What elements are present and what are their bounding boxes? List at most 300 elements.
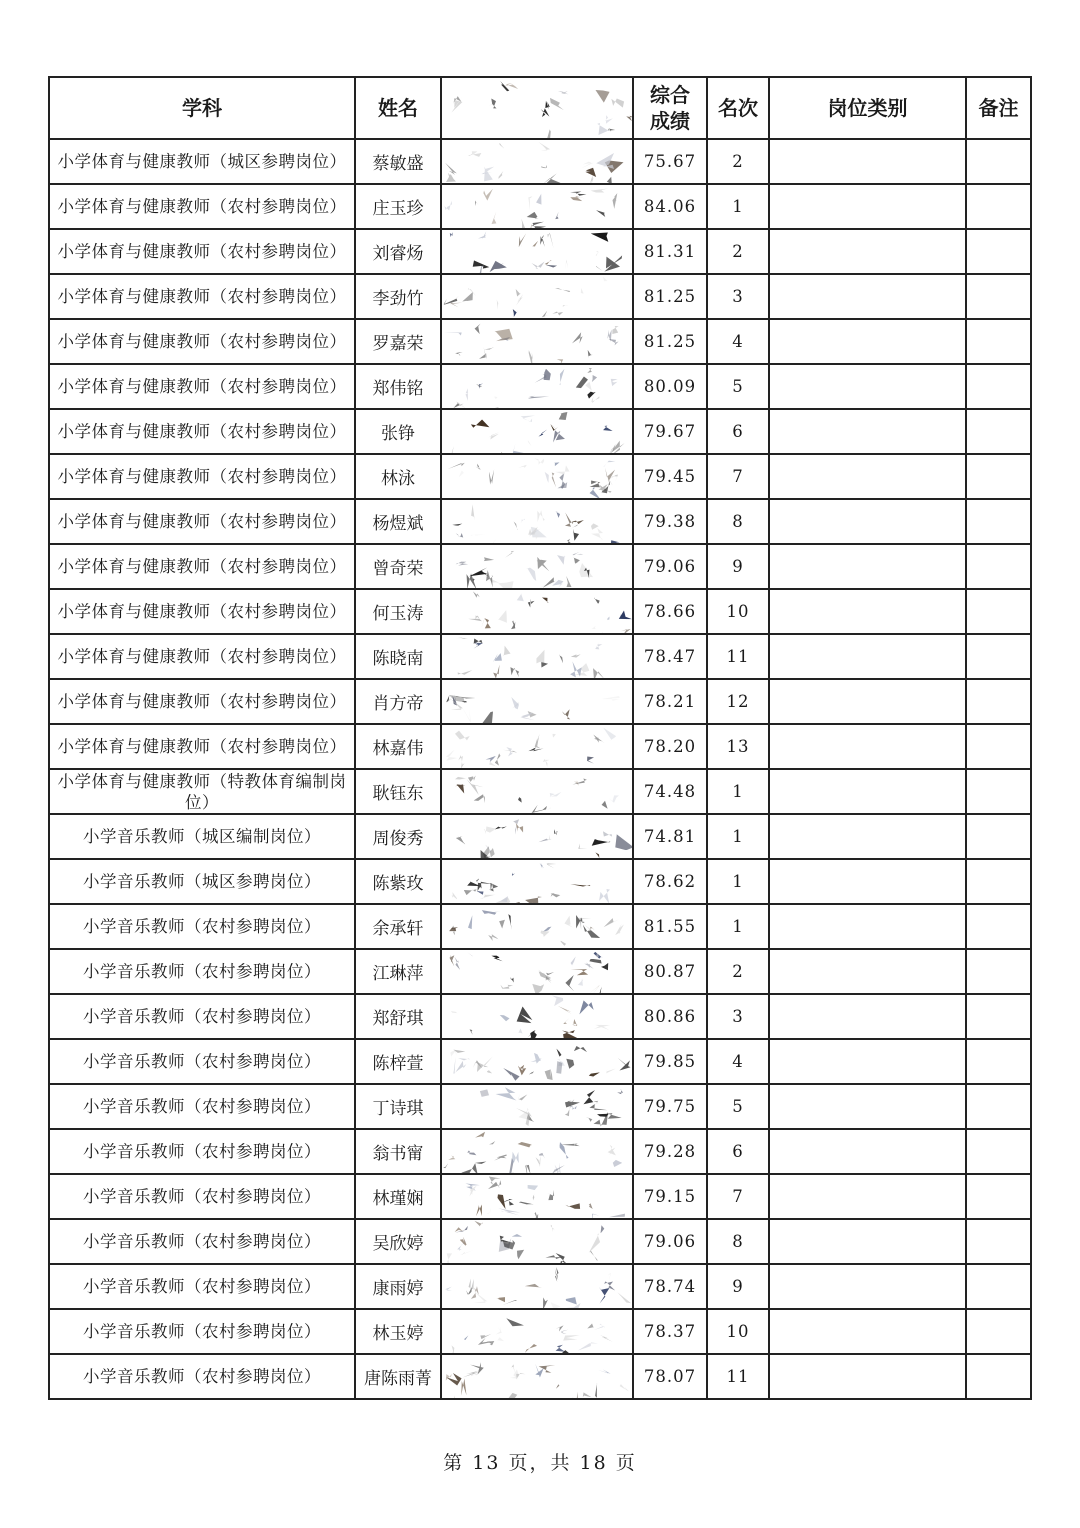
row-remarks <box>966 1309 1031 1354</box>
redaction-blob <box>523 434 541 449</box>
redaction-blob <box>498 439 513 454</box>
redaction-blob <box>517 1142 533 1148</box>
redaction-blob <box>593 1095 599 1107</box>
row-remarks <box>966 859 1031 904</box>
redaction-blob <box>549 790 563 797</box>
redaction-blob <box>596 1283 619 1304</box>
redaction-blob <box>610 532 622 544</box>
redaction-blob <box>475 460 484 471</box>
redaction-blob <box>602 255 626 272</box>
row-subject: 小学体育与健康教师（城区参聘岗位） <box>49 139 355 184</box>
redaction-blob <box>551 1320 568 1332</box>
redaction-blob <box>587 1202 603 1209</box>
redaction-blob <box>567 551 588 559</box>
row-post-type <box>769 994 966 1039</box>
row-subject: 小学体育与健康教师（农村参聘岗位） <box>49 409 355 454</box>
redaction-blob <box>599 695 622 703</box>
redaction-blob <box>606 1113 623 1124</box>
row-post-type <box>769 499 966 544</box>
redacted-cell <box>441 409 633 454</box>
redaction-blob <box>484 1202 491 1219</box>
table-row <box>49 274 1031 319</box>
redaction-blob <box>587 367 594 375</box>
redaction-blob <box>474 323 482 335</box>
redaction-blob <box>482 430 501 448</box>
row-post-type <box>769 769 966 814</box>
row-subject: 小学体育与健康教师（农村参聘岗位） <box>49 364 355 409</box>
redaction-blob <box>508 896 520 904</box>
redaction-blob <box>560 709 572 724</box>
redaction-blob <box>553 430 565 446</box>
redaction-blob <box>532 192 547 207</box>
table-row <box>49 1264 1031 1309</box>
row-name: 刘睿炀 <box>355 229 441 274</box>
row-score: 79.67 <box>633 409 707 454</box>
redaction-blob <box>589 1101 610 1111</box>
row-score: 79.28 <box>633 1129 707 1174</box>
row-score: 79.75 <box>633 1084 707 1129</box>
redacted-cell <box>441 1354 633 1399</box>
header-score-line2: 成绩 <box>650 109 690 133</box>
redacted-cell <box>441 1039 633 1084</box>
redaction-blob <box>477 894 499 900</box>
row-post-type <box>769 589 966 634</box>
redaction-blob <box>518 518 525 523</box>
redaction-blob <box>512 305 526 317</box>
row-score: 81.31 <box>633 229 707 274</box>
redaction-blob <box>614 1055 633 1071</box>
row-score: 79.06 <box>633 544 707 589</box>
row-score: 78.21 <box>633 679 707 724</box>
redaction-blob <box>445 1284 452 1294</box>
row-post-type <box>769 364 966 409</box>
redaction-blob <box>491 952 507 971</box>
redaction-blob <box>470 638 484 651</box>
redaction-blob <box>547 1160 565 1174</box>
redaction-blob <box>451 1226 474 1234</box>
table-row <box>49 1039 1031 1084</box>
redaction-blob <box>595 642 603 652</box>
row-post-type <box>769 1219 966 1264</box>
redaction-blob <box>475 344 488 360</box>
row-rank: 6 <box>707 1129 769 1174</box>
row-rank: 7 <box>707 454 769 499</box>
row-post-type <box>769 949 966 994</box>
redaction-blob <box>616 1376 633 1393</box>
redaction-blob <box>605 791 621 803</box>
redaction-blob <box>496 299 502 311</box>
redaction-blob <box>457 1250 475 1255</box>
redaction-blob <box>600 466 618 486</box>
redaction-blob <box>501 643 512 656</box>
redaction-blob <box>601 460 616 467</box>
row-subject: 小学音乐教师（农村参聘岗位） <box>49 1219 355 1264</box>
row-rank: 8 <box>707 1219 769 1264</box>
row-post-type <box>769 814 966 859</box>
row-score: 78.20 <box>633 724 707 769</box>
redaction-blob <box>471 1279 480 1300</box>
redaction-blob <box>465 614 482 631</box>
redaction-blob <box>497 607 509 625</box>
redaction-blob <box>533 1155 545 1167</box>
redaction-blob <box>454 1391 461 1399</box>
redaction-blob <box>511 821 529 836</box>
redaction-blob <box>597 1323 614 1344</box>
redaction-blob <box>502 977 524 986</box>
redaction-blob <box>526 1185 540 1191</box>
redaction-blob <box>550 883 572 900</box>
redaction-blob <box>599 800 615 810</box>
redaction-blob <box>462 952 480 958</box>
row-score: 74.81 <box>633 814 707 859</box>
redaction-blob <box>516 231 533 250</box>
redaction-blob <box>491 536 505 544</box>
redaction-blob <box>566 776 588 794</box>
redaction-blob <box>608 374 620 387</box>
redacted-cell <box>441 184 633 229</box>
redaction-blob <box>511 870 518 880</box>
redaction-blob <box>530 1208 542 1219</box>
redaction-blob <box>451 97 473 114</box>
row-post-type <box>769 274 966 319</box>
redaction-blob <box>592 1322 605 1331</box>
redaction-blob <box>495 1325 503 1335</box>
redaction-blob <box>547 1188 559 1206</box>
row-remarks <box>966 1174 1031 1219</box>
redaction-blob <box>451 892 457 902</box>
redaction-blob <box>539 575 557 589</box>
redaction-blob <box>537 863 556 870</box>
row-remarks <box>966 184 1031 229</box>
table-row <box>49 634 1031 679</box>
row-name: 杨煜斌 <box>355 499 441 544</box>
redaction-blob <box>456 1053 477 1061</box>
row-rank: 5 <box>707 1084 769 1129</box>
row-post-type <box>769 229 966 274</box>
row-post-type <box>769 139 966 184</box>
redaction-blob <box>456 835 468 846</box>
redaction-blob <box>605 1067 616 1074</box>
row-subject: 小学体育与健康教师（农村参聘岗位） <box>49 319 355 364</box>
redaction-blob <box>552 1048 562 1060</box>
redacted-cell <box>441 544 633 589</box>
redaction-blob <box>507 913 516 932</box>
redacted-cell <box>441 949 633 994</box>
header-remarks: 备注 <box>966 77 1031 139</box>
row-post-type <box>769 634 966 679</box>
redaction-blob <box>559 366 566 385</box>
redaction-blob <box>611 1156 622 1172</box>
table-row <box>49 499 1031 544</box>
table-row <box>49 859 1031 904</box>
redaction-blob <box>586 847 599 859</box>
redaction-blob <box>487 1070 498 1075</box>
row-remarks <box>966 229 1031 274</box>
row-score: 79.85 <box>633 1039 707 1084</box>
redacted-cell <box>441 679 633 724</box>
redaction-blob <box>514 593 524 602</box>
row-post-type <box>769 679 966 724</box>
redacted-cell <box>441 319 633 364</box>
redaction-blob <box>471 1145 490 1165</box>
redaction-blob <box>546 1299 565 1309</box>
row-post-type <box>769 859 966 904</box>
redaction-blob <box>588 526 605 544</box>
row-rank: 13 <box>707 724 769 769</box>
redaction-blob <box>451 511 468 529</box>
redaction-blob <box>488 260 510 274</box>
table-row <box>49 904 1031 949</box>
table-row <box>49 1219 1031 1264</box>
row-name: 曾奇荣 <box>355 544 441 589</box>
redaction-blob <box>593 1024 612 1032</box>
row-post-type <box>769 409 966 454</box>
redaction-blob <box>467 591 481 599</box>
redacted-cell <box>441 1264 633 1309</box>
row-subject: 小学音乐教师（农村参聘岗位） <box>49 1129 355 1174</box>
redaction-blob <box>525 1028 539 1039</box>
redaction-blob <box>495 1085 517 1101</box>
redaction-blob <box>534 99 550 118</box>
redaction-blob <box>588 1070 606 1084</box>
redacted-cell <box>441 769 633 814</box>
row-name: 蔡敏盛 <box>355 139 441 184</box>
table-row <box>49 949 1031 994</box>
redaction-blob <box>572 527 585 543</box>
row-score: 79.15 <box>633 1174 707 1219</box>
redaction-blob <box>442 332 463 338</box>
redacted-cell <box>441 1084 633 1129</box>
row-name: 唐陈雨菁 <box>355 1354 441 1399</box>
table-row <box>49 364 1031 409</box>
row-score: 79.45 <box>633 454 707 499</box>
header-score-line1: 综合 <box>650 83 690 107</box>
row-score: 80.09 <box>633 364 707 409</box>
redaction-blob <box>586 348 593 360</box>
row-post-type <box>769 904 966 949</box>
table-row <box>49 184 1031 229</box>
redaction-blob <box>551 1005 572 1020</box>
redaction-blob <box>592 734 605 745</box>
results-table <box>48 76 1032 1400</box>
redaction-blob <box>532 429 555 438</box>
redaction-blob <box>487 1180 503 1190</box>
redaction-blob <box>603 175 613 184</box>
redaction-blob <box>609 621 631 634</box>
redaction-blob <box>586 478 601 487</box>
redaction-blob <box>596 265 603 271</box>
redaction-blob <box>555 411 570 423</box>
redaction-blob <box>489 467 498 486</box>
redaction-blob <box>520 711 535 721</box>
row-rank: 2 <box>707 949 769 994</box>
redaction-blob <box>571 778 587 785</box>
redacted-cell <box>441 904 633 949</box>
redaction-blob <box>536 142 557 157</box>
table-row <box>49 544 1031 589</box>
redaction-blob <box>470 411 492 432</box>
redaction-blob <box>548 832 559 843</box>
redaction-blob <box>443 1162 452 1169</box>
row-subject: 小学音乐教师（农村参聘岗位） <box>49 904 355 949</box>
redaction-blob <box>554 211 563 221</box>
redaction-blob <box>608 1211 626 1219</box>
row-name: 肖方帝 <box>355 679 441 724</box>
redaction-blob <box>564 1058 576 1075</box>
redaction-blob <box>443 163 458 175</box>
redaction-blob <box>569 956 578 971</box>
row-remarks <box>966 1129 1031 1174</box>
row-name: 林嘉伟 <box>355 724 441 769</box>
redaction-blob <box>524 896 546 904</box>
redaction-blob <box>602 420 618 431</box>
redaction-blob <box>474 1220 485 1227</box>
row-rank: 3 <box>707 274 769 319</box>
redaction-blob <box>593 888 613 904</box>
redaction-blob <box>493 1154 507 1161</box>
redaction-blob <box>590 1208 602 1219</box>
redaction-blob <box>499 1255 517 1264</box>
row-remarks <box>966 949 1031 994</box>
redaction-blob <box>586 926 597 932</box>
redaction-blob <box>453 783 466 794</box>
redaction-blob <box>455 561 472 567</box>
header-name: 姓名 <box>355 77 441 139</box>
redaction-blob <box>498 980 518 991</box>
row-rank: 6 <box>707 409 769 454</box>
row-rank: 1 <box>707 184 769 229</box>
row-score: 79.06 <box>633 1219 707 1264</box>
page-footer: 第 13 页，共 18 页 <box>443 1452 637 1474</box>
redaction-blob <box>592 116 615 136</box>
table-row <box>49 814 1031 859</box>
redaction-blob <box>592 249 599 257</box>
redaction-blob <box>564 258 583 272</box>
redaction-blob <box>570 195 588 202</box>
row-score: 81.55 <box>633 904 707 949</box>
table-row <box>49 229 1031 274</box>
redaction-blob <box>565 535 572 544</box>
redaction-blob <box>584 962 598 970</box>
redaction-blob <box>491 209 498 227</box>
redaction-blob <box>509 1158 524 1174</box>
redaction-blob <box>605 1144 617 1156</box>
redaction-blob <box>454 1226 464 1234</box>
redaction-blob <box>530 1053 546 1064</box>
redaction-blob <box>615 919 633 938</box>
redaction-blob <box>469 504 480 521</box>
redaction-blob <box>513 1004 537 1024</box>
row-rank: 8 <box>707 499 769 544</box>
row-name: 林玉婷 <box>355 1309 441 1354</box>
redaction-blob <box>555 288 571 294</box>
redaction-blob <box>555 463 572 480</box>
redaction-blob <box>466 1060 483 1071</box>
row-subject: 小学音乐教师（农村参聘岗位） <box>49 1354 355 1399</box>
table-row <box>49 769 1031 814</box>
row-name: 林泳 <box>355 454 441 499</box>
row-remarks <box>966 589 1031 634</box>
redaction-blob <box>449 444 473 454</box>
redaction-blob <box>469 1362 484 1376</box>
redaction-blob <box>544 458 566 468</box>
redaction-blob <box>446 924 459 935</box>
row-post-type <box>769 1039 966 1084</box>
row-remarks <box>966 1264 1031 1309</box>
redaction-blob <box>558 472 566 492</box>
redaction-blob <box>543 369 551 381</box>
redaction-blob <box>525 212 539 220</box>
redaction-blob <box>566 574 572 589</box>
row-name: 林瑾娴 <box>355 1174 441 1219</box>
redaction-blob <box>603 607 613 620</box>
redaction-blob <box>536 647 549 664</box>
redaction-blob <box>525 1282 544 1288</box>
row-post-type <box>769 1084 966 1129</box>
row-subject: 小学音乐教师（农村参聘岗位） <box>49 1039 355 1084</box>
redaction-blob <box>539 304 551 317</box>
row-score: 80.86 <box>633 994 707 1039</box>
redaction-blob <box>466 1150 476 1156</box>
redaction-blob <box>570 882 592 888</box>
row-subject: 小学体育与健康教师（农村参聘岗位） <box>49 229 355 274</box>
redaction-blob <box>510 619 520 634</box>
row-post-type <box>769 1174 966 1219</box>
redaction-blob <box>451 1011 458 1019</box>
row-remarks <box>966 364 1031 409</box>
redaction-blob <box>455 730 476 741</box>
redaction-blob <box>573 1045 588 1060</box>
redaction-blob <box>553 1382 560 1390</box>
redaction-blob <box>617 1089 625 1095</box>
redaction-blob <box>574 660 591 677</box>
row-score: 78.47 <box>633 634 707 679</box>
redaction-blob <box>445 695 452 711</box>
redaction-blob <box>443 298 457 307</box>
row-remarks <box>966 454 1031 499</box>
redaction-blob <box>553 1267 559 1288</box>
row-post-type <box>769 544 966 589</box>
row-name: 李劲竹 <box>355 274 441 319</box>
row-subject: 小学体育与健康教师（特教体育编制岗位） <box>49 769 355 814</box>
row-remarks <box>966 1084 1031 1129</box>
row-rank: 7 <box>707 1174 769 1219</box>
header-row <box>49 77 1031 139</box>
redaction-blob <box>448 461 466 471</box>
redaction-blob <box>589 665 606 679</box>
redaction-blob <box>460 1232 468 1248</box>
redaction-blob <box>600 829 613 837</box>
redaction-blob <box>489 883 498 893</box>
row-rank: 10 <box>707 1309 769 1354</box>
redaction-blob <box>520 1340 540 1354</box>
redaction-blob <box>544 1068 557 1081</box>
redaction-blob <box>560 1203 582 1209</box>
row-name: 庄玉珍 <box>355 184 441 229</box>
row-post-type <box>769 1354 966 1399</box>
redaction-blob <box>500 1028 523 1036</box>
redaction-blob <box>493 324 515 343</box>
table-row <box>49 1354 1031 1399</box>
redaction-blob <box>536 554 551 572</box>
redaction-blob <box>596 207 606 219</box>
redaction-blob <box>443 1246 453 1264</box>
row-remarks <box>966 139 1031 184</box>
redacted-cell <box>441 1129 633 1174</box>
redaction-blob <box>559 653 565 665</box>
row-subject: 小学体育与健康教师（农村参聘岗位） <box>49 454 355 499</box>
redaction-blob <box>564 510 574 529</box>
